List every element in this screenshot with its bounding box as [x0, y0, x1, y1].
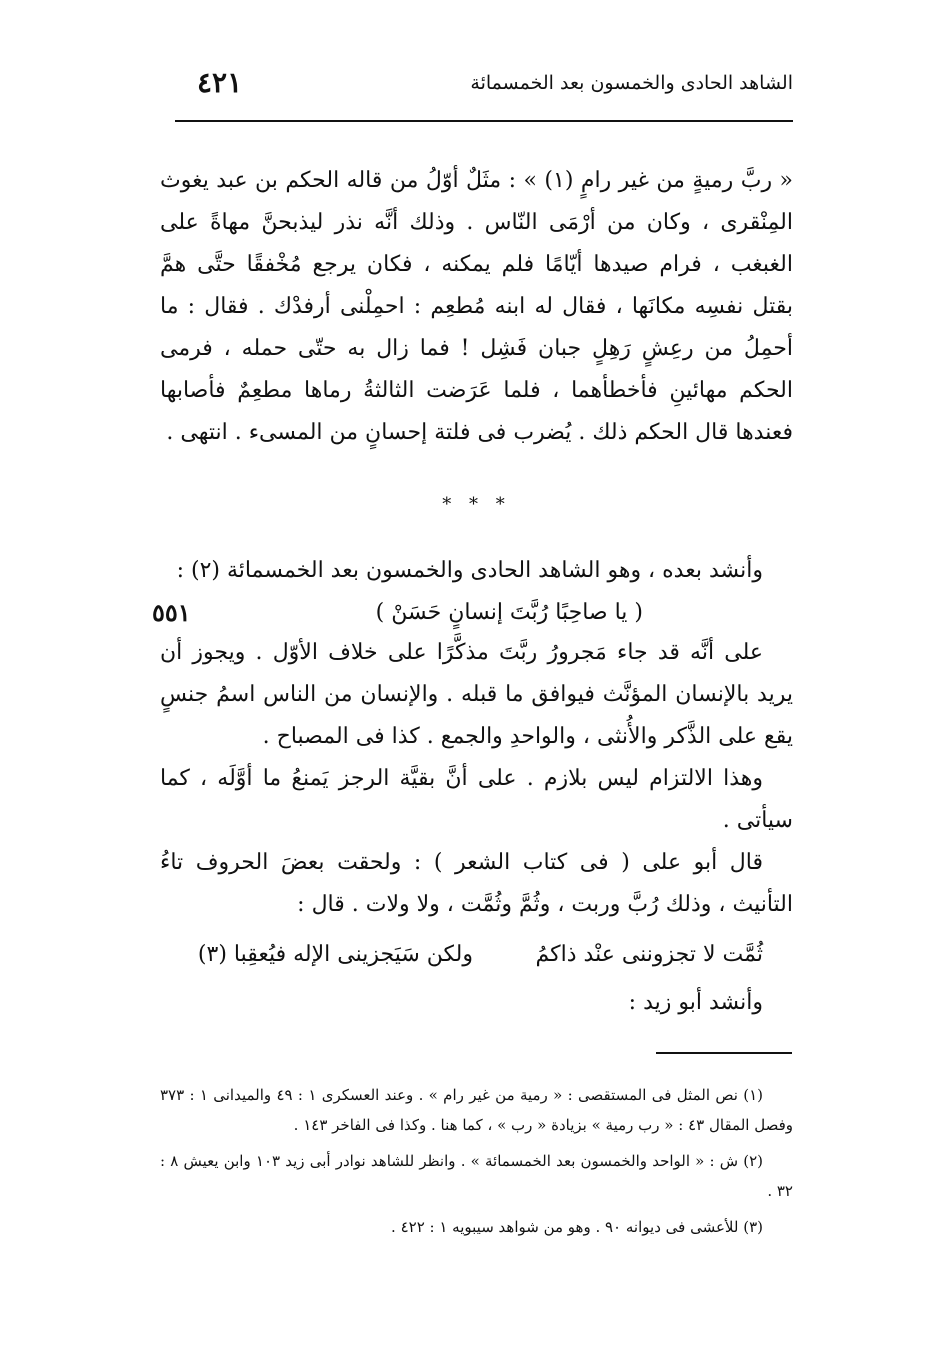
- footnote-1: (١) نص المثل فى المستقصى : « رمية من غير رام » . وعند العسكرى ١ : ٤٩ والميدانى ١ : ٣٧٣ وفصل المقال ٤٣ : « رب رمية » بزيادة « رب » ، كما هنا . وكذا فى الفاخر ١٤٣ .: [160, 1086, 793, 1134]
- main-text: [152, 160, 793, 1024]
- section-separator: * * *: [442, 494, 511, 515]
- page-header: [175, 62, 793, 106]
- footnote-3: (٣) للأعشى فى ديوانه ٩٠ . وهو من شواهد سيبويه ١ : ٤٢٢ .: [391, 1218, 763, 1236]
- paragraph-abu-zaid: وأنشد أبو زيد :: [628, 990, 763, 1015]
- header-rule: [175, 120, 793, 122]
- paragraph-proverb: « ربَّ رميةٍ من غير رامٍ (١) » : مثَلٌ أوّلُ من قاله الحكم بن عبد يغوث المِنْقرى ، وكان من أرْمَى النّاس . وذلك أنَّه نذر ليذبحنَّ مهاةً على الغبغب ، فرام صيدها أيّامًا فلم يمكنه ، فكان يرجع مُخْفقًا حتَّى همَّ بقتل نفسِه مكانَها ، فقال له ابنه مُطعِم : احمِلْنى أرفدْك . فقال : ما أحمِلُ من رعِشٍ رَهِلٍ جبان فَشِل ! فما زال به حتّى حمله ، فرمى الحكم مهائينِ فأخطأهما ، فلما عَرَضت الثالثةُ رماها مطعِمٌ فأصابها فعندها قال الحكم ذلك . يُضرب فى فلتة إحسانٍ من المسىء . انتهى .: [160, 168, 793, 445]
- footnotes: [160, 1080, 793, 1248]
- running-title: الشاهد الحادى والخمسون بعد الخمسمائة: [470, 72, 793, 94]
- witness-line: [152, 592, 793, 632]
- page-number: ٤٢١: [197, 66, 243, 99]
- witness-number: ٥٥١: [152, 598, 191, 627]
- paragraph-commentary: على أنَّه قد جاء مَجرورُ ربَّتَ مذكَّرًا على خلاف الأوّل . ويجوز أن يريد بالإنسان المؤنَّث فيوافق ما قبله . والإنسان من الناس اسمُ جنسٍ يقع على الذَّكر والأُنثى ، والواحدِ والجمع . كذا فى المصباح .: [160, 640, 793, 749]
- paragraph-note: وهذا الالتزام ليس بلازم . على أنَّ بقيَّة الرجز يَمنعُ ما أوَّلَه ، كما سيأتى .: [160, 766, 793, 833]
- verse-hemistich-first: ثُمَّت لا تجزوننى عنْد ذاكمُ: [535, 942, 763, 967]
- footnote-rule: [656, 1052, 792, 1054]
- footnote-2: (٢) ش : « الواحد والخمسون بعد الخمسمائة » . وانظر للشاهد نوادر أبى زيد ١٠٣ وابن يعيش ٨ : ٣٢ .: [160, 1152, 793, 1200]
- paragraph-abu-ali: قال أبو على ( فى كتاب الشعر ) : ولحقت بعضَ الحروف تاءُ التأنيث ، وذلك رُبَّ وربت ، وثُمَّ وثُمَّت ، ولا ولات . قال :: [160, 850, 793, 917]
- witness-verse: ( يا صاحِبًا رُبَّتَ إنسانٍ حَسَنْ ): [375, 600, 643, 625]
- paragraph-intro-witness: وأنشد بعده ، وهو الشاهد الحادى والخمسون بعد الخمسمائة (٢) :: [176, 558, 763, 583]
- verse-line: [160, 934, 793, 982]
- verse-hemistich-second: ولكن سَيَجزينى الإله فيُعقِبا (٣): [197, 942, 473, 967]
